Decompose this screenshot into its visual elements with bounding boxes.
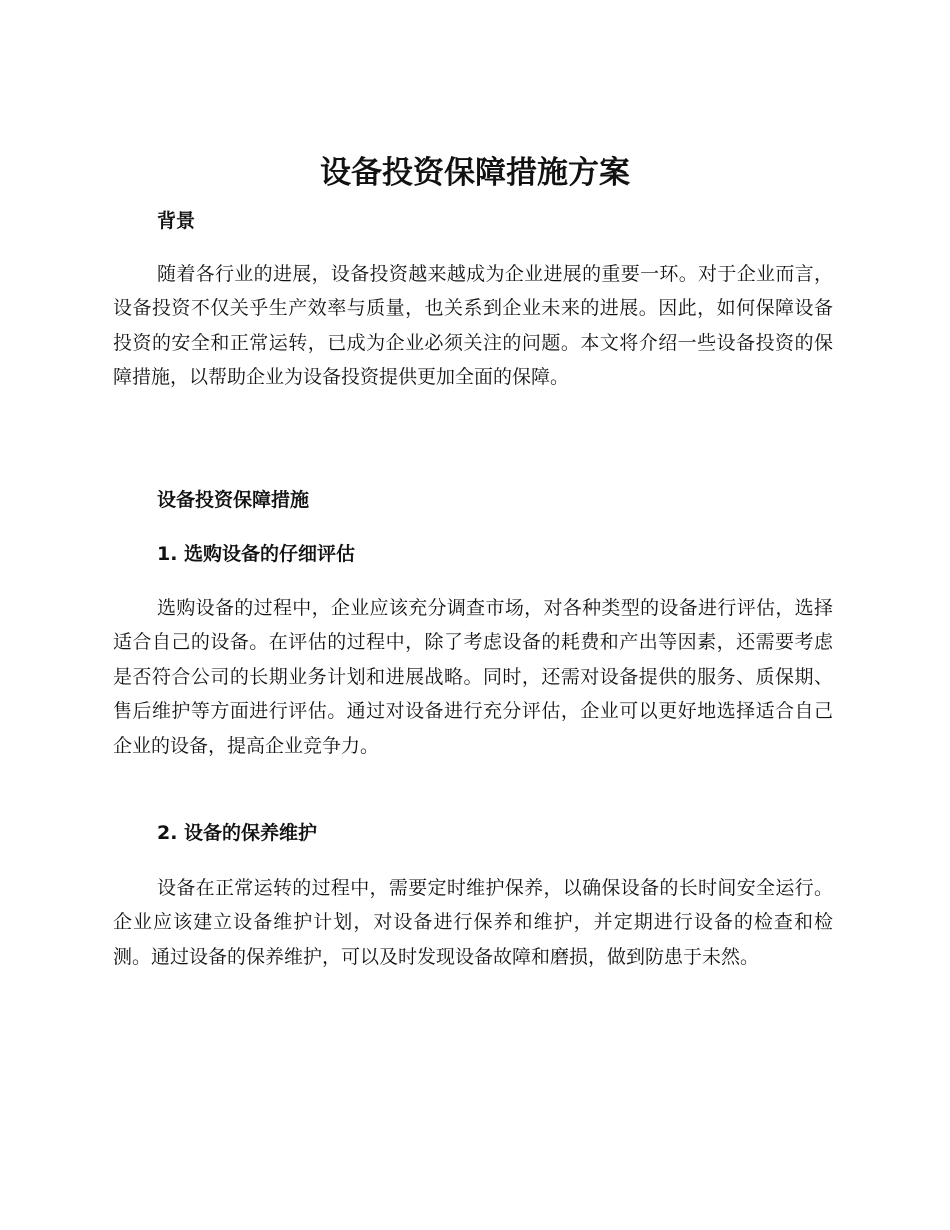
item-2-heading: 2. 设备的保养维护 xyxy=(157,822,318,844)
section-heading-background: 背景 xyxy=(157,210,196,232)
item-1-heading: 1. 选购设备的仔细评估 xyxy=(157,543,356,565)
background-paragraph: 随着各行业的进展，设备投资越来越成为企业进展的重要一环。对于企业而言，设备投资不仅关乎生产效率与质量，也关系到企业未来的进展。因此，如何保障设备投资的安全和正常运转，已成为企业必须关注的问题。本文将介绍一些设备投资的保障措施，以帮助企业为设备投资提供更加全面的保障。 xyxy=(113,263,833,389)
section-heading-measures: 设备投资保障措施 xyxy=(157,489,310,511)
item-2-paragraph: 设备在正常运转的过程中，需要定时维护保养，以确保设备的长时间安全运行。企业应该建立设备维护计划，对设备进行保养和维护，并定期进行设备的检查和检测。通过设备的保养维护，可以及时发现设备故障和磨损，做到防患于未然。 xyxy=(113,877,833,968)
document-title: 设备投资保障措施方案 xyxy=(320,155,630,191)
item-1-paragraph: 选购设备的过程中，企业应该充分调查市场，对各种类型的设备进行评估，选择适合自己的设备。在评估的过程中，除了考虑设备的耗费和产出等因素，还需要考虑是否符合公司的长期业务计划和进展战略。同时，还需对设备提供的服务、质保期、售后维护等方面进行评估。通过对设备进行充分评估，企业可以更好地选择适合自己企业的设备，提高企业竞争力。 xyxy=(113,597,833,757)
